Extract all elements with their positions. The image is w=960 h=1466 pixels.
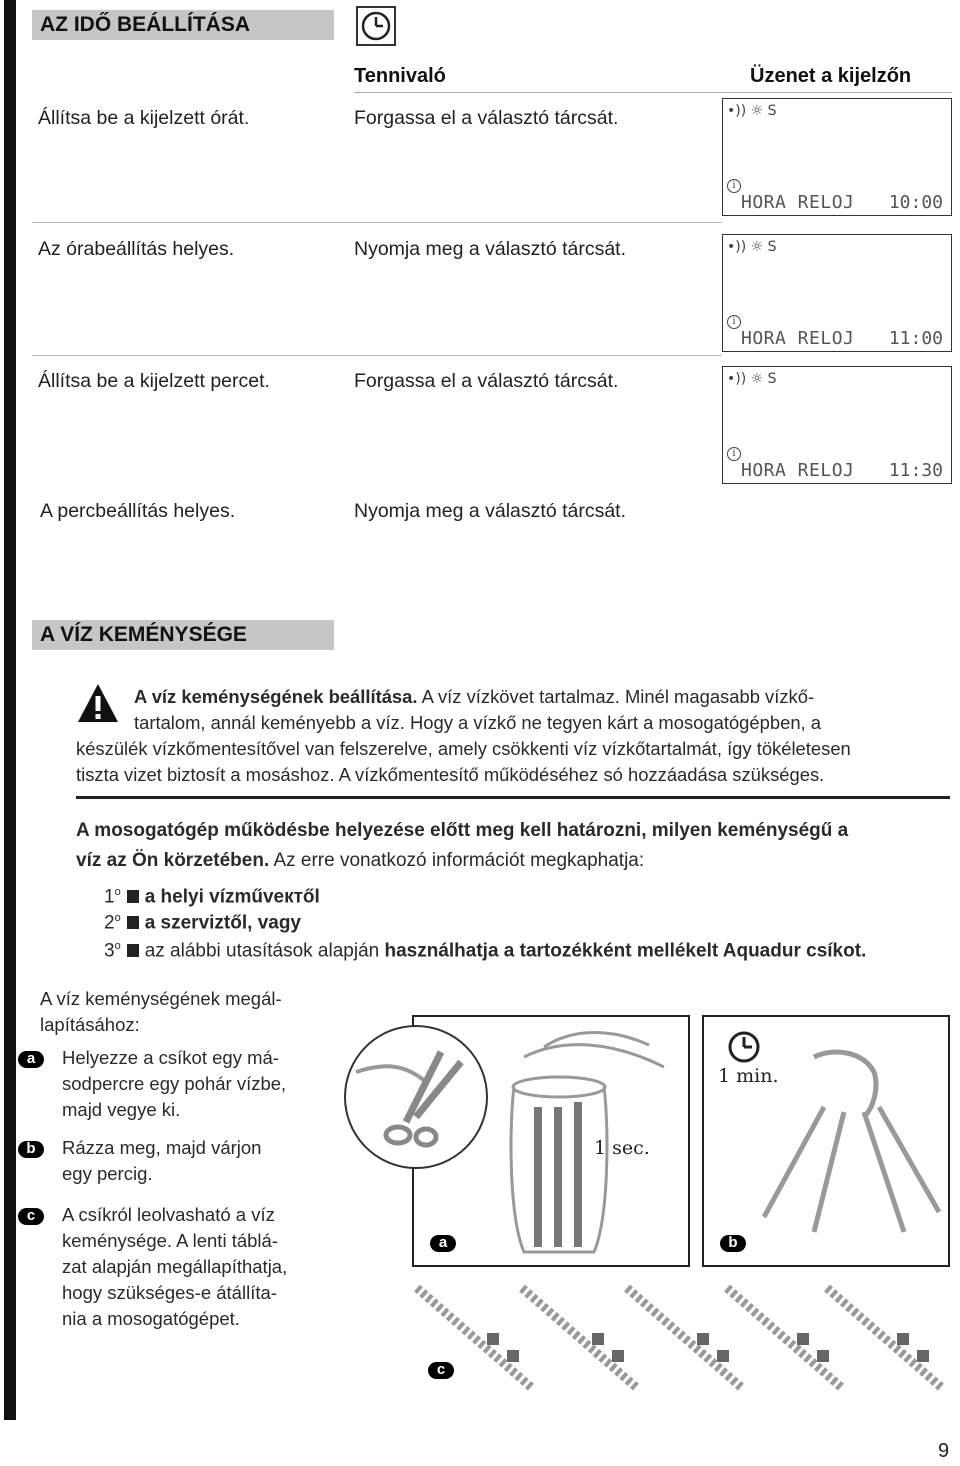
source-ordinal: o bbox=[114, 886, 121, 898]
square-bullet-icon bbox=[127, 944, 139, 957]
source-item bbox=[104, 933, 866, 964]
warning-paragraph-line2: tartalom, annál keményebb a víz. Hogy a vízkő ne tegyen kárt a mosogatógépben, a bbox=[134, 712, 821, 733]
source-ordinal: o bbox=[114, 940, 121, 952]
row-divider bbox=[32, 222, 722, 223]
lcd-text: HORA RELOJ bbox=[741, 328, 855, 349]
warning-text: A víz vízkövet tartalmaz. Minél magasabb vízkő- bbox=[417, 686, 815, 707]
step-label: b bbox=[18, 1141, 44, 1158]
row-action-text: Forgassa el a választó tárcsát. bbox=[354, 370, 619, 392]
warning-paragraph-line3: készülék vízkőmentesítővel van felszerelve, amely csökkenti víz vízkőtartalmát, így tökéletesen bbox=[76, 738, 851, 759]
row-action-text: Nyomja meg a választó tárcsát. bbox=[354, 500, 627, 522]
source-number: 3 bbox=[104, 940, 115, 962]
step-line: zat alapján megállapíthatja, bbox=[62, 1256, 288, 1277]
step-label: a bbox=[18, 1051, 44, 1068]
intro-bold: víz az Ön körzetében. bbox=[76, 850, 270, 871]
row-left-text: A percbeállítás helyes. bbox=[40, 500, 236, 522]
source-ordinal: o bbox=[114, 912, 121, 924]
intro-line bbox=[76, 848, 644, 874]
source-number: 2 bbox=[104, 912, 115, 934]
info-icon: i bbox=[727, 315, 741, 329]
lcd-display bbox=[722, 98, 952, 216]
figure-caption: 1 sec. bbox=[594, 1137, 650, 1159]
figure-c-strips bbox=[412, 1278, 950, 1393]
lcd-time: 11:00 bbox=[888, 328, 943, 349]
timer-icon bbox=[726, 1029, 762, 1070]
header-divider bbox=[354, 92, 952, 93]
section-title-hardness: A VÍZ KEMÉNYSÉGE bbox=[32, 620, 334, 650]
step-line: nia a mosogatógépet. bbox=[62, 1308, 240, 1329]
step-line: Rázza meg, majd várjon bbox=[62, 1137, 262, 1158]
row-action-text: Forgassa el a választó tárcsát. bbox=[354, 107, 619, 129]
step-line: egy percig. bbox=[62, 1163, 153, 1184]
row-left-text: Állítsa be a kijelzett percet. bbox=[38, 370, 270, 392]
section-title-time: AZ IDŐ BEÁLLÍTÁSA bbox=[32, 10, 334, 40]
source-item bbox=[104, 905, 301, 936]
step-line: Helyezze a csíkot egy má- bbox=[62, 1047, 279, 1068]
step-line: hogy szükséges-e átállíta- bbox=[62, 1282, 277, 1303]
lcd-display bbox=[722, 366, 952, 484]
section-rule bbox=[76, 796, 950, 799]
howto-intro: A víz keménységének megál- bbox=[40, 988, 282, 1009]
source-plain: az alábbi utasítások alapján bbox=[144, 940, 385, 962]
square-bullet-icon bbox=[127, 890, 139, 903]
lcd-text: HORA RELOJ bbox=[741, 460, 855, 481]
clock-icon bbox=[356, 6, 396, 46]
row-left-text: Az órabeállítás helyes. bbox=[38, 238, 235, 260]
figure-caption: 1 min. bbox=[718, 1065, 779, 1087]
warning-paragraph-line4: tiszta vizet biztosít a mosáshoz. A vízkőmentesítő működéséhez só hozzáadása szükséges. bbox=[76, 764, 825, 785]
step-line: A csíkról leolvasható a víz bbox=[62, 1204, 275, 1225]
figure-b-shake bbox=[702, 1015, 950, 1267]
figure-label: c bbox=[428, 1362, 454, 1379]
step-line: keménysége. A lenti táblá- bbox=[62, 1230, 278, 1251]
warning-paragraph-line1 bbox=[134, 684, 950, 710]
lcd-time: 10:00 bbox=[888, 192, 943, 213]
intro-bold-line: A mosogatógép működésbe helyezése előtt meg kell határozni, milyen keménységű a bbox=[76, 820, 849, 841]
lcd-status-icons: •)) ☼ S bbox=[727, 239, 777, 255]
intro-rest: Az erre vonatkozó információt megkaphatja: bbox=[269, 850, 645, 871]
scissors-icon bbox=[344, 1025, 488, 1169]
step-line: majd vegye ki. bbox=[62, 1099, 181, 1120]
lcd-status-icons: •)) ☼ S bbox=[727, 371, 777, 387]
column-header-display: Üzenet a kijelzőn bbox=[750, 65, 912, 87]
row-divider bbox=[32, 355, 722, 356]
column-header-action: Tennivaló bbox=[354, 65, 446, 87]
step-label: c bbox=[18, 1208, 44, 1225]
figure-label: b bbox=[720, 1235, 746, 1252]
warning-icon bbox=[76, 682, 120, 729]
lcd-text: HORA RELOJ bbox=[741, 192, 855, 213]
step-line: sodpercre egy pohár vízbe, bbox=[62, 1073, 287, 1094]
square-bullet-icon bbox=[127, 916, 139, 929]
lcd-time: 11:30 bbox=[888, 460, 943, 481]
info-icon: i bbox=[727, 179, 741, 193]
source-bold: használhatja a tartozékként mellékelt Aquadur csíkot. bbox=[384, 940, 867, 962]
source-bold: a szerviztől, vagy bbox=[144, 912, 301, 934]
howto-intro: lapításához: bbox=[40, 1014, 140, 1035]
source-number: 1 bbox=[104, 886, 115, 908]
lcd-status-icons: •)) ☼ S bbox=[727, 103, 777, 119]
left-margin-bar bbox=[4, 0, 16, 1420]
page-number: 9 bbox=[938, 1440, 950, 1462]
figure-label: a bbox=[430, 1235, 456, 1252]
row-left-text: Állítsa be a kijelzett órát. bbox=[38, 107, 250, 129]
lcd-display bbox=[722, 234, 952, 352]
source-bold: a helyi vízműveктől bbox=[144, 886, 320, 908]
row-action-text: Nyomja meg a választó tárcsát. bbox=[354, 238, 627, 260]
warning-bold: A víz keménységének beállítása. bbox=[134, 686, 418, 707]
info-icon: i bbox=[727, 447, 741, 461]
